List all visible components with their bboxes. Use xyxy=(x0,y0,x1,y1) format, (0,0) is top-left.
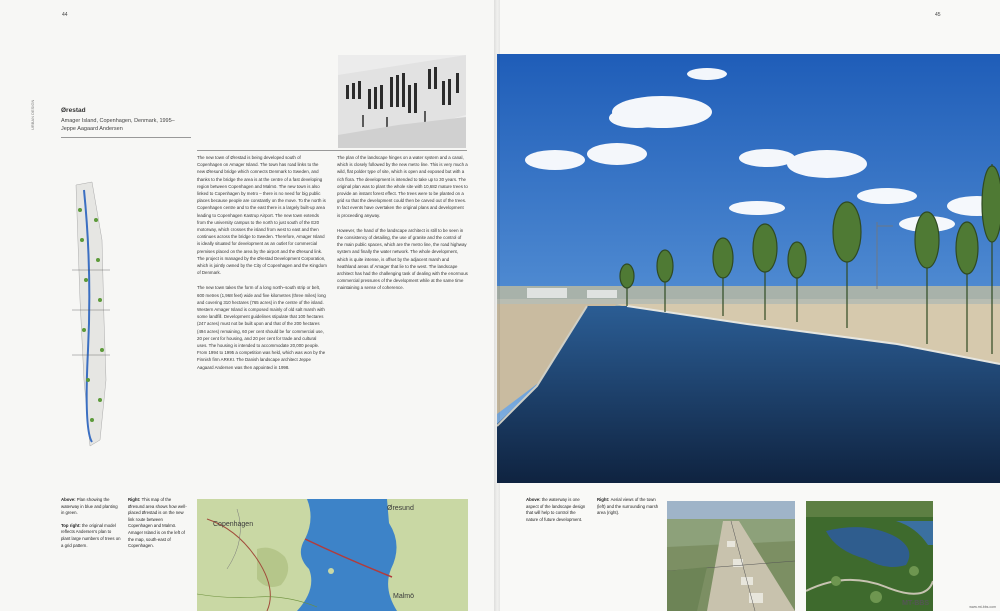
body-paragraph: The plan of the landscape hinges on a water system and a canal, which is closely followed by the new metro line. This is very much a wild, flat polder type of site, which is open and exposed but with a rich flora. The development is intended to take up to 30 years. The original plan was to plant the whole site with 10,682 mature trees to provide an instant forest effect. The trees were to be planted on a grid so that the development could then be carved out of the trees. In fact events have overtaken the original plans and development is proceeding anyway. xyxy=(337,155,468,218)
body-paragraph: The new town of Ørestad is being developed south of Copenhagen on Amager Island. The town has road links to the new Øresund bridge which connects Denmark to Sweden, and thanks to the bridge the area is at the centre of a fast developing region between Copenhagen and Malmö. The new town is also linked to Copenhagen by metro – there is no need for big public places because people are constantly on the move. To the north is Copenhagen centre and to the east there is a largely built-up area leading to Copenhagen Kastrup Airport. The new town extends from the university campus to the north to just south of the E20 motorway, which crosses the island from west to east and then continues across the bridge to Sweden. Therefore, Amager Island is ideally situated for development as an outlet for commercial premises placed on the area by the airport and the Øresund link. The project is managed by the Ørestad Development Corporation, which is jointly owned by the City of Copenhagen and the Kingdom of Denmark. xyxy=(197,155,327,276)
caption-text: This map of the Øresund area shows how well-placed Ørestad is on the new link route between Copenhagen and Malmö. Amager Island is on the left of the map, south-east of Copenhagen. xyxy=(128,497,187,549)
caption-lead: Top right: xyxy=(61,522,82,528)
aerial-marsh-image xyxy=(806,501,933,611)
waterway-image xyxy=(497,54,1000,483)
caption-text: Plan showing the waterway in blue and planting in green. xyxy=(61,497,118,516)
caption-text: Aerial views of the town (left) and the surrounding marsh area (right). xyxy=(597,497,659,516)
caption-lead: Right: xyxy=(128,497,142,502)
body-paragraph: However, the hand of the landscape architect is still to be seen in the consistency of detailing, the use of granite and the control of the main public spaces, which are the metro line, the road highway system and finally the water network. The whole development, which is quite intense, is offset by the adjacent marsh and heathland areas of Amager that lie to the west. The landscape architect has had the challenging task of dealing with the enormous commercial pressures of the development while at the same time maintaining a sense of coherence. xyxy=(337,227,468,291)
oresund-map-drawing xyxy=(197,499,468,611)
left-page xyxy=(0,0,497,611)
book-gutter xyxy=(494,0,500,611)
site-plan-drawing xyxy=(62,180,122,448)
waterway-photo xyxy=(497,54,1000,483)
side-tab-label: URBAN DESIGN xyxy=(30,99,35,130)
watermark-url: www.mt-bbs.com xyxy=(969,605,996,609)
aerial-town-photo xyxy=(667,501,795,611)
site-plan xyxy=(62,180,122,448)
article-subtitle: Amager Island, Copenhagen, Denmark, 1995– Jeppe Aagaard Andersen xyxy=(61,118,175,132)
model-photo xyxy=(338,55,466,148)
page-number: 45 xyxy=(935,12,941,18)
header-rule xyxy=(61,137,191,138)
caption-aerial xyxy=(597,497,659,517)
caption-lead: Above: xyxy=(61,497,77,502)
aerial-town-image xyxy=(667,501,795,611)
caption-lead: Right: xyxy=(597,497,611,502)
side-tab xyxy=(30,70,40,130)
map-label-oresund: Øresund xyxy=(387,505,414,512)
oresund-map xyxy=(197,499,468,611)
body-paragraph: The new town takes the form of a long north–south strip or belt, 600 metres (1,968 feet) wide and five kilometres (three miles) long and covering 310 hectares (765 acres) in the centre of the island. Western Amager Island is composed mainly of old salt marsh with some landfill. Development guidelines stipulate that 100 hectares (247 acres) must not be built upon and that of the 200 hectares (494 acres) remaining, 60 per cent should be for commercial use, 20 per cent for housing, and 20 per cent for trade and cultural uses. The housing is intended to accommodate 20,000 people. From 1994 to 1995 a competition was held, which was won by the Finnish firm ARKKI. The Danish landscape architect Jeppe Aagaard Andersen was then appointed in 1998. xyxy=(197,285,326,370)
caption-lead: Above: xyxy=(526,497,542,502)
page-number: 44 xyxy=(62,12,68,18)
body-column-1 xyxy=(197,154,327,379)
map-label-copenhagen: Copenhagen xyxy=(213,521,254,528)
watermark-logo: MT-BBS xyxy=(902,600,929,607)
caption-waterway xyxy=(526,497,588,523)
map-label-malmo: Malmö xyxy=(393,593,415,600)
caption-text: the original model reflects Andersen's plan to plant large numbers of trees on a grid pattern. xyxy=(61,522,121,548)
caption-map xyxy=(128,497,188,550)
article-title: Ørestad xyxy=(61,107,86,114)
aerial-marsh-photo xyxy=(806,501,933,611)
body-column-2 xyxy=(337,154,468,300)
header-rule-2 xyxy=(197,150,467,151)
right-page xyxy=(497,0,1000,611)
model-image xyxy=(338,55,466,148)
caption-text: the waterway is one aspect of the landscape design that will help to control the nature of future development. xyxy=(526,497,586,522)
caption-plan xyxy=(61,497,121,549)
